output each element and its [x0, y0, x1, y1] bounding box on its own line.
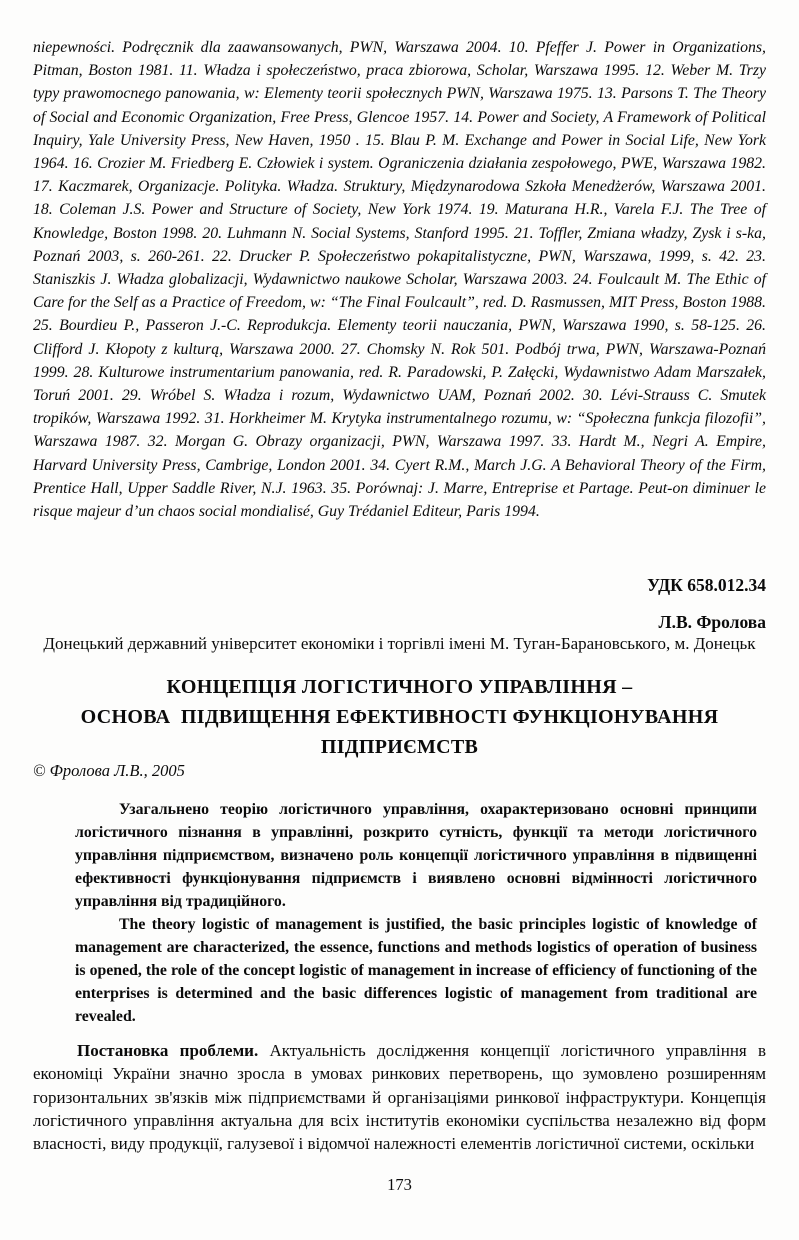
page-number: 173 — [387, 1175, 412, 1194]
section-lead: Постановка проблеми. — [77, 1041, 259, 1060]
paper-title-line1: КОНЦЕПЦІЯ ЛОГІСТИЧНОГО УПРАВЛІННЯ – — [166, 676, 633, 698]
body-text: Актуальність дослідження концепції логістичного управління в економіці України значно зросла в умовах ринкових перетворень, що зумовлено розширенням горизонтальних зв'язків між підприємствами й організаціями ринкової інфраструктури. Концепція логістичного управління актуальна для всіх інститутів економіки суспільства незалежно від форм власності, виду продукції, галузевої і відомчої належності елементів логістичної системи, оскільки — [33, 1041, 767, 1154]
paper-title-line3: ПІДПРИЄМСТВ — [320, 736, 479, 758]
copyright-line: © Фролова Л.В., 2005 — [33, 761, 185, 780]
abstract-ukrainian: Узагальнено теорію логістичного управління, охарактеризовано основні принципи логістичного пізнання в управлінні, розкрито сутність, функції та методи логістичного управління підприємством, визначено роль концепції логістичного управління в підвищенні ефективності функціонування підприємств і виявлено основні відмінності логістичного управління від традиційного. — [75, 801, 757, 910]
udc-code: УДК 658.012.34 — [647, 575, 766, 595]
bibliography-text: niepewności. Podręcznik dla zaawansowanych, PWN, Warszawa 2004. 10. Pfeffer J. Power in Organizations, Pitman, Boston 1981. 11. Władza i społeczeństwo, praca zbiorowa, Scholar, Warszawa 1995. 12. Weber M. Trzy typy prawomocnego panowania, w: Elementy teorii społecznych PWN, Warszawa 1975. 13. Parsons T. The Theory of Social and Economic Organization, Free Press, Glencoe 1957. 14. Power and Society, A Framework of Political Inquiry, Yale University Press, New Haven, 1950 . 15. Blau P. M. Exchange and Power in Social Life, New York 1964. 16. Crozier M. Friedberg E. Człowiek i system. Ograniczenia działania zespołowego, PWE, Warszawa 1982. 17. Kaczmarek, Organizacje. Polityka. Władza. Struktury, Międzynarodowa Szkoła Menedżerów, Warszawa 2001. 18. Coleman J.S. Power and Structure of Society, New York 1974. 19. Maturana H.R., Varela F.J. The Tree of Knowledge, Boston 1998. 20. Luhmann N. Social Systems, Stanford 1995. 21. Toffler, Zmiana władzy, Zysk i s-ka, Poznań 2003, s. 260-261. 22. Drucker P. Społeczeństwo pokapitalistyczne, PWN, Warszawa, 1999, s. 42. 23. Staniszkis J. Władza globalizacji, Wydawnictwo naukowe Scholar, Warszawa 2003. 24. Foulcault M. The Ethic of Care for the Self as a Practice of Freedom, w: “The Final Foulcault”, red. D. Rasmussen, MIT Press, Boston 1988. 25. Bourdieu P., Passeron J.-C. Reprodukcja. Elementy teorii nauczania, PWN, Warszawa 1990, s. 58-125. 26. Clifford J. Kłopoty z kulturą, Warszawa 2000. 27. Chomsky N. Rok 501. Podbój trwa, PWN, Warszawa-Poznań 1999. 28. Kulturowe instrumentarium panowania, red. R. Paradowski, P. Załęcki, Wydawnistwo Adam Marszałek, Toruń 2001. 29. Wróbel S. Władza i rozum, Wydawnictwo UAM, Poznań 2002. 30. Lévi-Strauss C. Smutek tropików, Warszawa 1992. 31. Horkheimer M. Krytyka instrumentalnego rozumu, w: “Społeczna funkcja filozofii”, Warszawa 1987. 32. Morgan G. Obrazy organizacji, PWN, Warszawa 1997. 33. Hardt M., Negri A. Empire, Harvard University Press, Cambrige, London 2001. 34. Cyert R.M., March J.G. A Behavioral Theory of the Firm, Prentice Hall, Upper Saddle River, N.J. 1963. 35. Porównaj: J. Marre, Entreprise et Partage. Peut-on diminuer le risque majeur d’un chaos social mondialisé, Guy Trédaniel Editeur, Paris 1994. — [33, 39, 766, 521]
author-affiliation: Донецький державний університет економіки і торгівлі імені М. Туган-Барановського, м. Донецьк — [43, 634, 756, 653]
paper-title — [33, 672, 766, 762]
paper-title-line2: ОСНОВА ПІДВИЩЕННЯ ЕФЕКТИВНОСТІ ФУНКЦІОНУВАННЯ — [80, 706, 719, 728]
author-name: Л.В. Фролова — [658, 612, 766, 632]
abstract-english: The theory logistic of management is justified, the basic principles logistic of knowledge of management are characterized, the essence, functions and methods logistics of operation of business is opened, the role of the concept logistic of management in increase of efficiency of functioning of the enterprises is determined and the basic differences logistic of management from traditional are revealed. — [75, 916, 757, 1025]
body-paragraph — [33, 1039, 766, 1155]
